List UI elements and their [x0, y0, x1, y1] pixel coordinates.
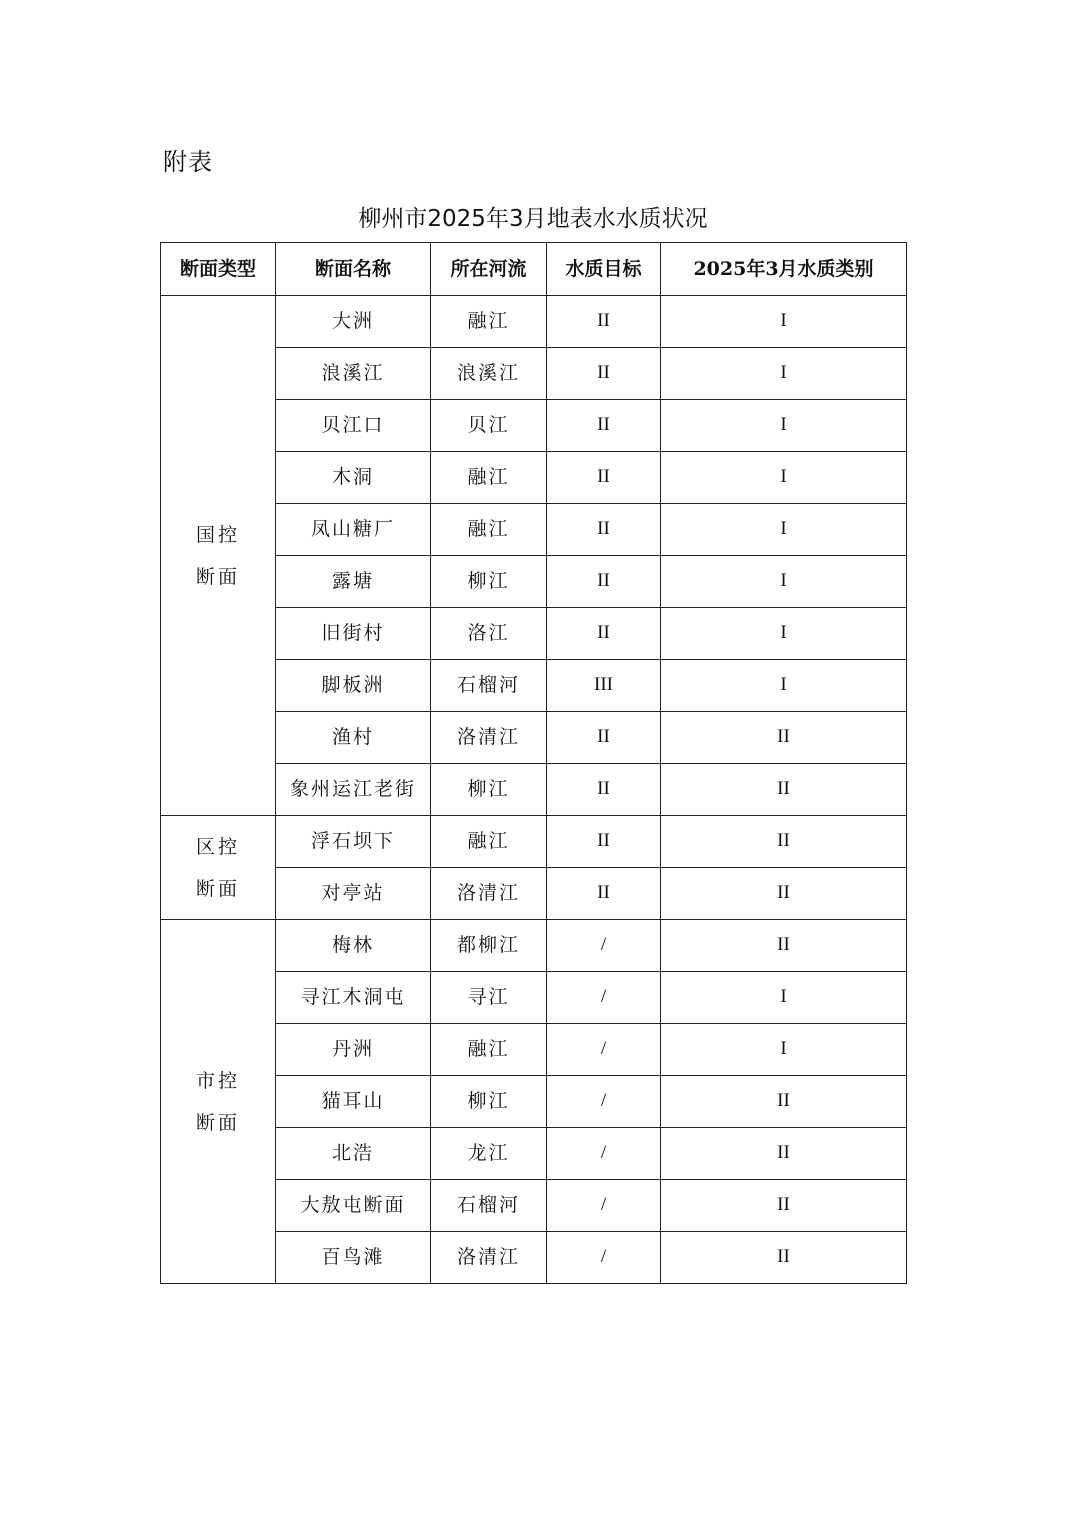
river-cell: 石榴河 [431, 1180, 547, 1232]
appendix-label: 附表 [163, 148, 213, 176]
section-name-cell: 渔村 [276, 712, 431, 764]
river-cell: 融江 [431, 1024, 547, 1076]
table-row [161, 816, 907, 868]
table-body [161, 296, 907, 1284]
quality-class-cell: I [661, 452, 907, 504]
river-cell: 洛江 [431, 608, 547, 660]
section-type-line2: 断面 [195, 877, 240, 900]
section-name-cell: 大洲 [276, 296, 431, 348]
section-name-cell: 猫耳山 [276, 1076, 431, 1128]
quality-class-cell: II [661, 920, 907, 972]
section-type-cell [161, 296, 276, 816]
section-name-cell: 露塘 [276, 556, 431, 608]
section-name-cell: 丹洲 [276, 1024, 431, 1076]
quality-target-cell: II [547, 712, 661, 764]
quality-class-cell: I [661, 608, 907, 660]
river-cell: 融江 [431, 504, 547, 556]
section-type-line2: 断面 [195, 1111, 240, 1134]
section-name-cell: 浪溪江 [276, 348, 431, 400]
section-name-cell: 寻江木洞屯 [276, 972, 431, 1024]
quality-target-cell: II [547, 556, 661, 608]
quality-target-cell: / [547, 1024, 661, 1076]
quality-class-cell: II [661, 712, 907, 764]
section-name-cell: 对亭站 [276, 868, 431, 920]
quality-class-cell: II [661, 1128, 907, 1180]
quality-class-cell: II [661, 1180, 907, 1232]
document-title: 柳州市2025年3月地表水水质状况 [358, 206, 708, 232]
quality-target-cell: / [547, 1232, 661, 1284]
quality-target-cell: II [547, 452, 661, 504]
river-cell: 融江 [431, 296, 547, 348]
quality-class-cell: I [661, 1024, 907, 1076]
river-cell: 龙江 [431, 1128, 547, 1180]
quality-class-cell: II [661, 1076, 907, 1128]
section-name-cell: 浮石坝下 [276, 816, 431, 868]
quality-target-cell: / [547, 1180, 661, 1232]
quality-target-cell: II [547, 868, 661, 920]
river-cell: 寻江 [431, 972, 547, 1024]
water-quality-table [160, 242, 907, 1284]
quality-class-cell: II [661, 868, 907, 920]
quality-class-cell: II [661, 764, 907, 816]
header-quality-class: 2025年3月水质类别 [661, 243, 907, 296]
quality-target-cell: II [547, 504, 661, 556]
quality-class-cell: I [661, 400, 907, 452]
quality-class-cell: I [661, 296, 907, 348]
table-header-row [161, 243, 907, 296]
section-name-cell: 凤山糖厂 [276, 504, 431, 556]
section-name-cell: 象州运江老街 [276, 764, 431, 816]
quality-class-cell: I [661, 556, 907, 608]
river-cell: 洛清江 [431, 1232, 547, 1284]
river-cell: 都柳江 [431, 920, 547, 972]
quality-class-cell: II [661, 816, 907, 868]
section-name-cell: 北浩 [276, 1128, 431, 1180]
river-cell: 柳江 [431, 1076, 547, 1128]
quality-class-cell: I [661, 504, 907, 556]
quality-target-cell: II [547, 400, 661, 452]
river-cell: 浪溪江 [431, 348, 547, 400]
river-cell: 洛清江 [431, 868, 547, 920]
quality-class-cell: I [661, 348, 907, 400]
table-row [161, 296, 907, 348]
section-name-cell: 木洞 [276, 452, 431, 504]
river-cell: 贝江 [431, 400, 547, 452]
quality-target-cell: / [547, 1076, 661, 1128]
quality-target-cell: / [547, 1128, 661, 1180]
quality-target-cell: III [547, 660, 661, 712]
section-type-line1: 国控 [195, 523, 240, 546]
section-name-cell: 旧街村 [276, 608, 431, 660]
header-section-name: 断面名称 [276, 243, 431, 296]
section-type-line2: 断面 [195, 565, 240, 588]
quality-target-cell: / [547, 920, 661, 972]
section-type-line1: 区控 [195, 835, 240, 858]
section-name-cell: 贝江口 [276, 400, 431, 452]
quality-target-cell: II [547, 816, 661, 868]
section-name-cell: 大敖屯断面 [276, 1180, 431, 1232]
table-row [161, 920, 907, 972]
quality-target-cell: II [547, 764, 661, 816]
header-quality-target: 水质目标 [547, 243, 661, 296]
section-type-line1: 市控 [195, 1069, 240, 1092]
section-type-cell [161, 816, 276, 920]
river-cell: 融江 [431, 816, 547, 868]
quality-class-cell: I [661, 660, 907, 712]
quality-target-cell: II [547, 296, 661, 348]
section-name-cell: 百鸟滩 [276, 1232, 431, 1284]
river-cell: 柳江 [431, 764, 547, 816]
river-cell: 洛清江 [431, 712, 547, 764]
quality-target-cell: / [547, 972, 661, 1024]
header-section-type: 断面类型 [161, 243, 276, 296]
quality-target-cell: II [547, 348, 661, 400]
quality-target-cell: II [547, 608, 661, 660]
river-cell: 柳江 [431, 556, 547, 608]
section-type-cell [161, 920, 276, 1284]
section-name-cell: 梅林 [276, 920, 431, 972]
quality-class-cell: I [661, 972, 907, 1024]
quality-class-cell: II [661, 1232, 907, 1284]
header-river: 所在河流 [431, 243, 547, 296]
river-cell: 融江 [431, 452, 547, 504]
river-cell: 石榴河 [431, 660, 547, 712]
section-name-cell: 脚板洲 [276, 660, 431, 712]
